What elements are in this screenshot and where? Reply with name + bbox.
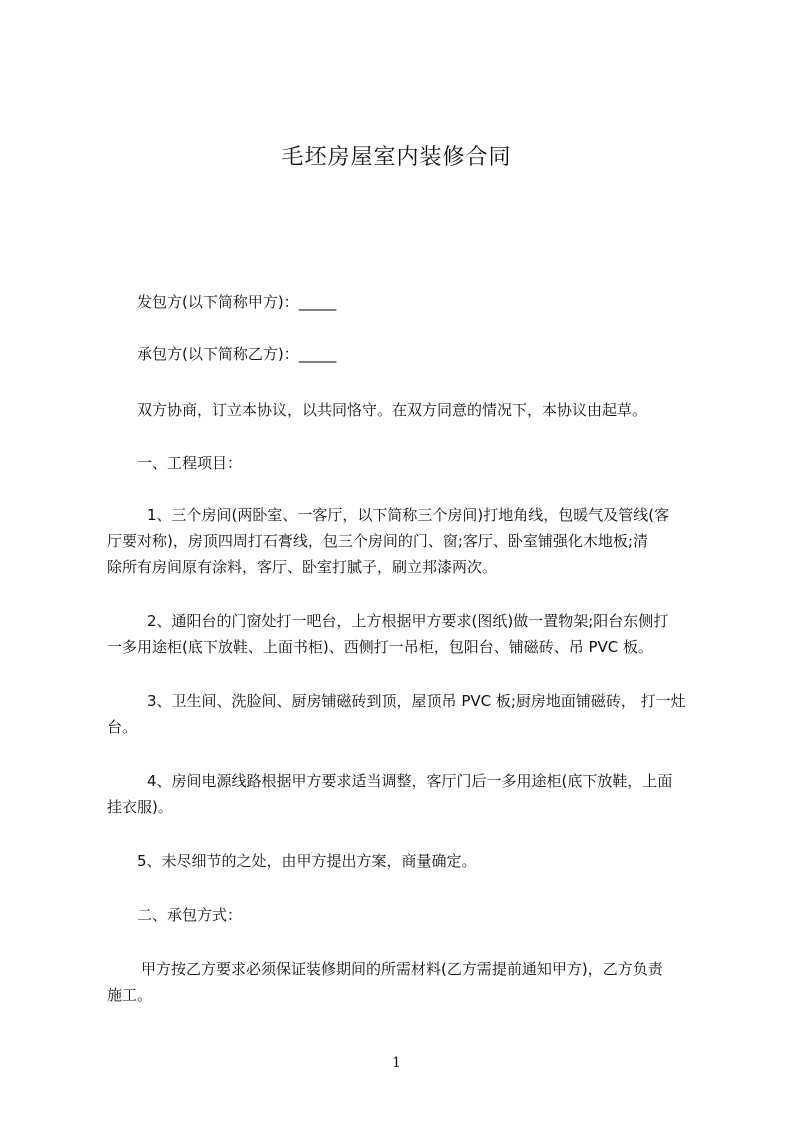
item3-line: 3、卫生间、洗脸间、厨房铺磁砖到顶，屋顶吊 PVC 板;厨房地面铺磁砖， 打一灶 bbox=[147, 692, 686, 710]
section2-body-line: 甲方按乙方要求必须保证装修期间的所需材料(乙方需提前通知甲方)，乙方负责 bbox=[141, 960, 663, 978]
page-number: 1 bbox=[392, 1055, 401, 1071]
document-title: 毛坯房屋室内装修合同 bbox=[281, 145, 512, 170]
item2-line: 2、通阳台的门窗处打一吧台，上方根据甲方要求(图纸)做一置物架;阳台东侧打 bbox=[147, 612, 669, 630]
party-a-line: 发包方(以下简称甲方)：_____ bbox=[137, 293, 337, 311]
item1-line: 除所有房间原有涂料，客厅、卧室打腻子，刷立邦漆两次。 bbox=[107, 558, 498, 576]
party-b-line: 承包方(以下简称乙方)：_____ bbox=[137, 345, 337, 363]
section2-body-line: 施工。 bbox=[107, 986, 153, 1004]
item4-line: 4、房间电源线路根据甲方要求适当调整，客厅门后一多用途柜(底下放鞋，上面 bbox=[147, 772, 673, 790]
item1-line: 1、三个房间(两卧室、一客厅，以下简称三个房间)打地角线，包暖气及管线(客 bbox=[147, 506, 670, 524]
item3-line: 台。 bbox=[107, 718, 138, 736]
item5-line: 5、未尽细节的之处，由甲方提出方案，商量确定。 bbox=[137, 852, 477, 870]
section1-heading: 一、工程项目： bbox=[137, 454, 243, 472]
item4-line: 挂衣服)。 bbox=[107, 798, 173, 816]
item1-line: 厅要对称)，房顶四周打石膏线，包三个房间的门、窗;客厅、卧室铺强化木地板;清 bbox=[107, 532, 648, 550]
section2-heading: 二、承包方式： bbox=[137, 906, 243, 924]
item2-line: 一多用途柜(底下放鞋、上面书柜)、西侧打一吊柜，包阳台、铺磁砖、吊 PVC 板。 bbox=[107, 638, 654, 656]
intro-paragraph: 双方协商，订立本协议，以共同恪守。在双方同意的情况下，本协议由起草。 bbox=[137, 401, 648, 419]
